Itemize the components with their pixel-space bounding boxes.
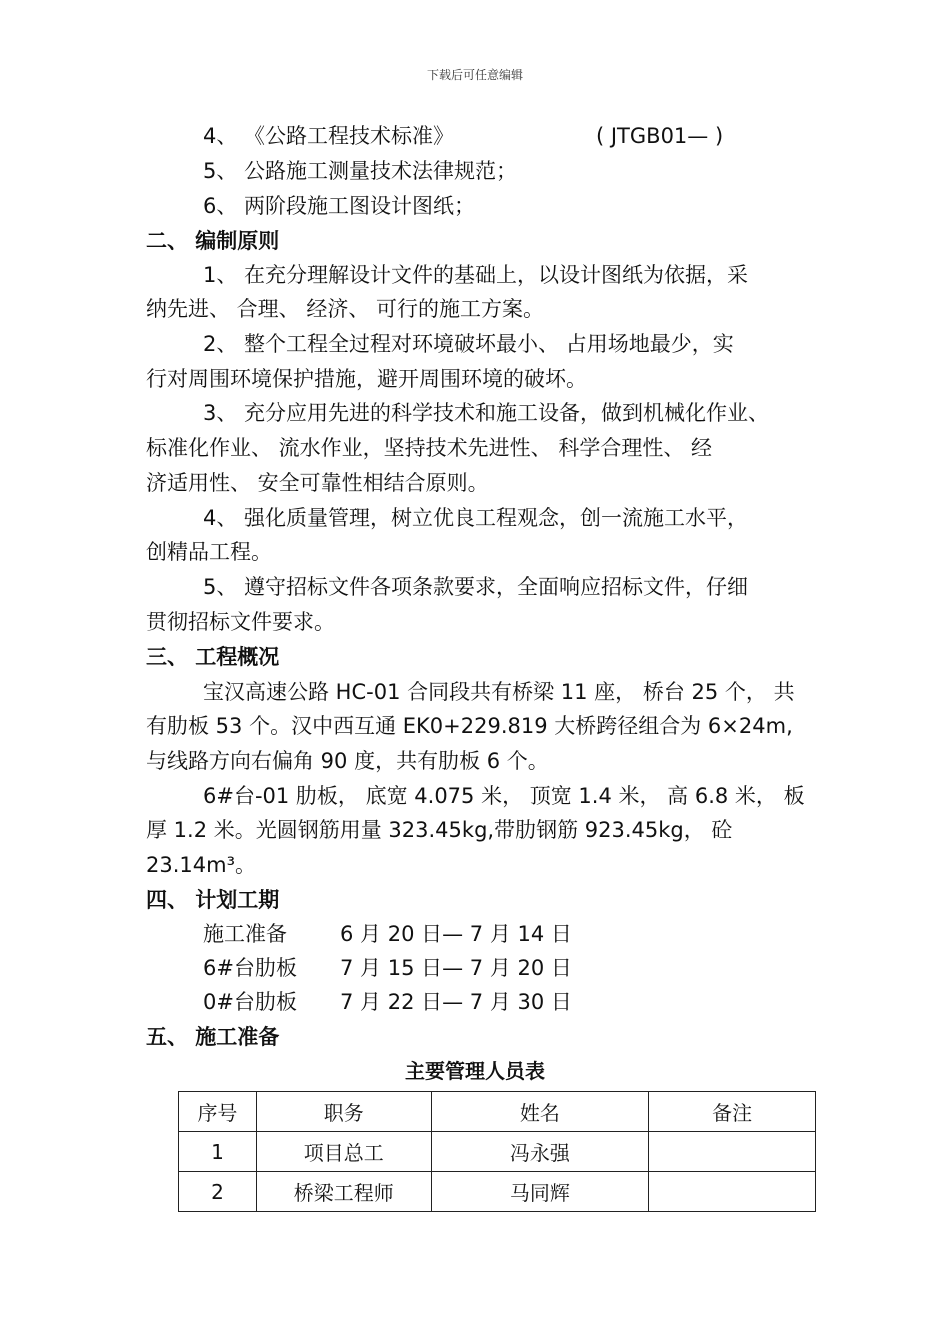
- header-cell-name: 姓名: [431, 1092, 649, 1132]
- principle-3-line-2: 标准化作业、 流水作业，坚持技术先进性、 科学合理性、 经: [146, 436, 713, 460]
- cell-no: 1: [179, 1132, 257, 1172]
- principle-3-line-1: 3、 充分应用先进的科学技术和施工设备，做到机械化作业、: [203, 401, 770, 425]
- table-row: [179, 1172, 816, 1212]
- principle-5-line-2: 贯彻招标文件要求。: [146, 610, 335, 634]
- header-cell-no: 序号: [179, 1092, 257, 1132]
- overview-2-line-2: 厚 1.2 米。光圆钢筋用量 323.45kg,带肋钢筋 923.45kg， 砼: [146, 818, 733, 842]
- reference-code: ( JTGB01— ): [596, 124, 724, 148]
- schedule-task-1: 施工准备: [203, 922, 287, 946]
- schedule-task-2: 6#台肋板: [203, 956, 297, 980]
- reference-item-6: 6、 两阶段施工图设计图纸；: [203, 194, 476, 218]
- page-header-note: 下载后可任意编辑: [426, 68, 523, 82]
- principle-4-line-1: 4、 强化质量管理，树立优良工程观念，创一流施工水平，: [203, 506, 749, 530]
- cell-name: 马同辉: [431, 1172, 649, 1212]
- staff-table: [178, 1091, 816, 1212]
- schedule-dates-2: 7 月 15 日— 7 月 20 日: [340, 956, 572, 980]
- schedule-task-3: 0#台肋板: [203, 990, 297, 1014]
- section-heading-principles: 二、 编制原则: [146, 229, 280, 253]
- overview-2-line-3: 23.14m³。: [146, 853, 256, 877]
- header-cell-remark: 备注: [649, 1092, 816, 1132]
- cell-position: 桥梁工程师: [256, 1172, 431, 1212]
- principle-4-line-2: 创精品工程。: [146, 540, 272, 564]
- table-header-row: [179, 1092, 816, 1132]
- cell-remark: [649, 1172, 816, 1212]
- overview-1-line-2: 有肋板 53 个。汉中西互通 EK0+229.819 大桥跨径组合为 6×24m,: [146, 714, 793, 738]
- schedule-dates-3: 7 月 22 日— 7 月 30 日: [340, 990, 572, 1014]
- principle-2-line-2: 行对周围环境保护措施，避开周围环境的破坏。: [146, 367, 587, 391]
- reference-item-5: 5、 公路施工测量技术法律规范；: [203, 159, 518, 183]
- section-heading-preparation: 五、 施工准备: [146, 1025, 280, 1049]
- schedule-dates-1: 6 月 20 日— 7 月 14 日: [340, 922, 572, 946]
- staff-table-title: 主要管理人员表: [405, 1059, 545, 1083]
- section-heading-schedule: 四、 计划工期: [146, 888, 280, 912]
- principle-1-line-1: 1、 在充分理解设计文件的基础上，以设计图纸为依据，采: [203, 263, 749, 287]
- principle-1-line-2: 纳先进、 合理、 经济、 可行的施工方案。: [146, 297, 545, 321]
- cell-position: 项目总工: [256, 1132, 431, 1172]
- overview-1-line-3: 与线路方向右偏角 90 度，共有肋板 6 个。: [146, 749, 549, 773]
- table-row: [179, 1132, 816, 1172]
- header-cell-position: 职务: [256, 1092, 431, 1132]
- cell-no: 2: [179, 1172, 257, 1212]
- overview-2-line-1: 6#台-01 肋板， 底宽 4.075 米， 顶宽 1.4 米， 高 6.8 米， 板: [203, 784, 805, 808]
- cell-name: 冯永强: [431, 1132, 649, 1172]
- principle-2-line-1: 2、 整个工程全过程对环境破坏最小、 占用场地最少，实: [203, 332, 734, 356]
- overview-1-line-1: 宝汉高速公路 HC-01 合同段共有桥梁 11 座， 桥台 25 个， 共: [203, 680, 795, 704]
- section-heading-overview: 三、 工程概况: [146, 645, 280, 669]
- reference-item-4: 4、 《公路工程技术标准》: [203, 124, 455, 148]
- principle-3-line-3: 济适用性、 安全可靠性相结合原则。: [146, 471, 489, 495]
- cell-remark: [649, 1132, 816, 1172]
- principle-5-line-1: 5、 遵守招标文件各项条款要求，全面响应招标文件，仔细: [203, 575, 749, 599]
